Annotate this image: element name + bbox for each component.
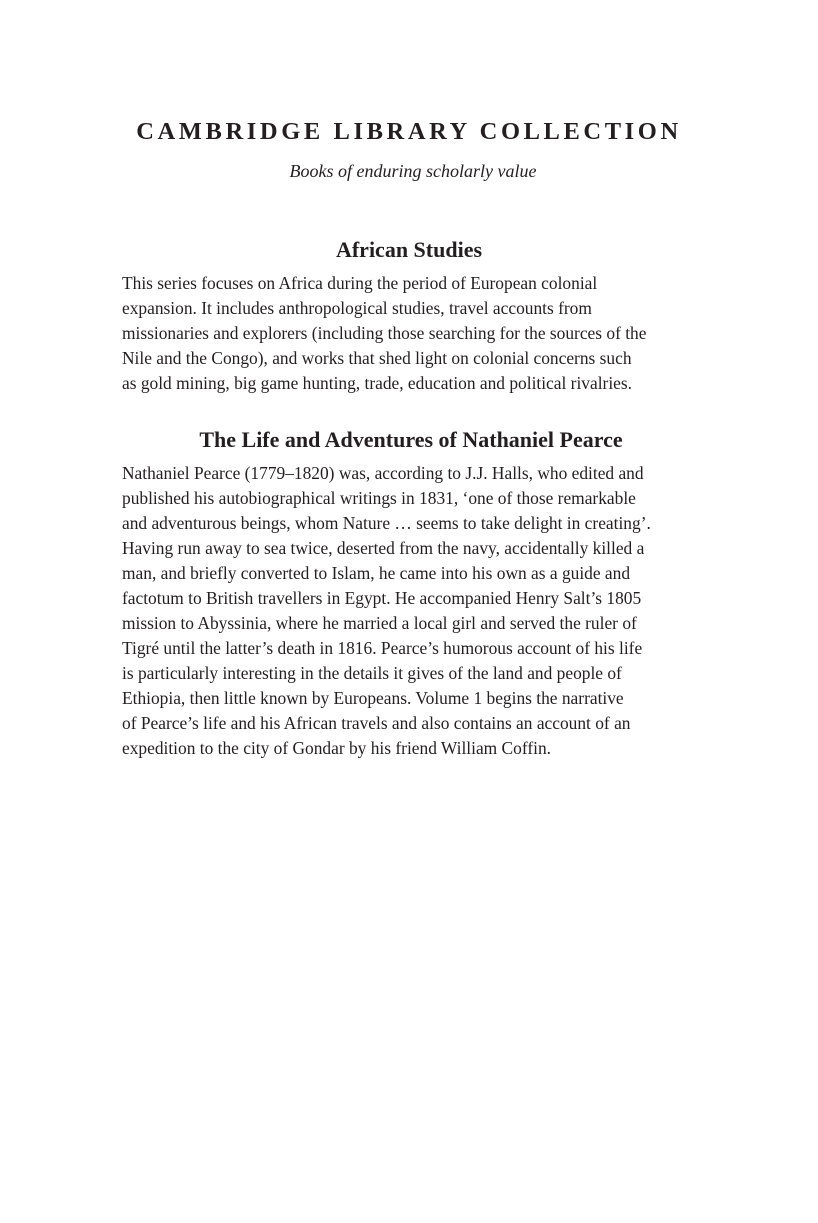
text-line: expansion. It includes anthropological studies, travel accounts from <box>122 298 592 318</box>
text-line: Nile and the Congo), and works that shed light on colonial concerns such <box>122 348 632 368</box>
text-line: and adventurous beings, whom Nature … seems to take delight in creating’. <box>122 513 651 533</box>
text-line: Having run away to sea twice, deserted from the navy, accidentally killed a <box>122 538 645 558</box>
series-description <box>122 271 712 396</box>
text-line: Nathaniel Pearce (1779–1820) was, according to J.J. Halls, who edited and <box>122 463 644 483</box>
section-heading-african-studies: African Studies <box>335 237 483 262</box>
series-title: CAMBRIDGE LIBRARY COLLECTION <box>136 118 682 145</box>
text-line: is particularly interesting in the details it gives of the land and people of <box>122 663 622 683</box>
text-line: mission to Abyssinia, where he married a local girl and served the ruler of <box>122 613 637 633</box>
text-line: of Pearce’s life and his African travels and also contains an account of an <box>122 713 631 733</box>
text-line: Tigré until the latter’s death in 1816. Pearce’s humorous account of his life <box>122 638 643 658</box>
text-line: factotum to British travellers in Egypt. He accompanied Henry Salt’s 1805 <box>122 588 642 608</box>
text-line: This series focuses on Africa during the period of European colonial <box>122 273 598 293</box>
section-heading-book-title: The Life and Adventures of Nathaniel Pearce <box>199 427 623 452</box>
text-line: as gold mining, big game hunting, trade, education and political rivalries. <box>122 373 633 393</box>
text-line: expedition to the city of Gondar by his friend William Coffin. <box>122 738 551 758</box>
text-line: missionaries and explorers (including those searching for the sources of the <box>122 323 647 343</box>
series-tagline: Books of enduring scholarly value <box>289 161 537 181</box>
text-line: Ethiopia, then little known by Europeans. Volume 1 begins the narrative <box>122 688 624 708</box>
text-line: published his autobiographical writings in 1831, ‘one of those remarkable <box>122 488 636 508</box>
book-description <box>122 461 712 761</box>
text-line: man, and briefly converted to Islam, he came into his own as a guide and <box>122 563 631 583</box>
